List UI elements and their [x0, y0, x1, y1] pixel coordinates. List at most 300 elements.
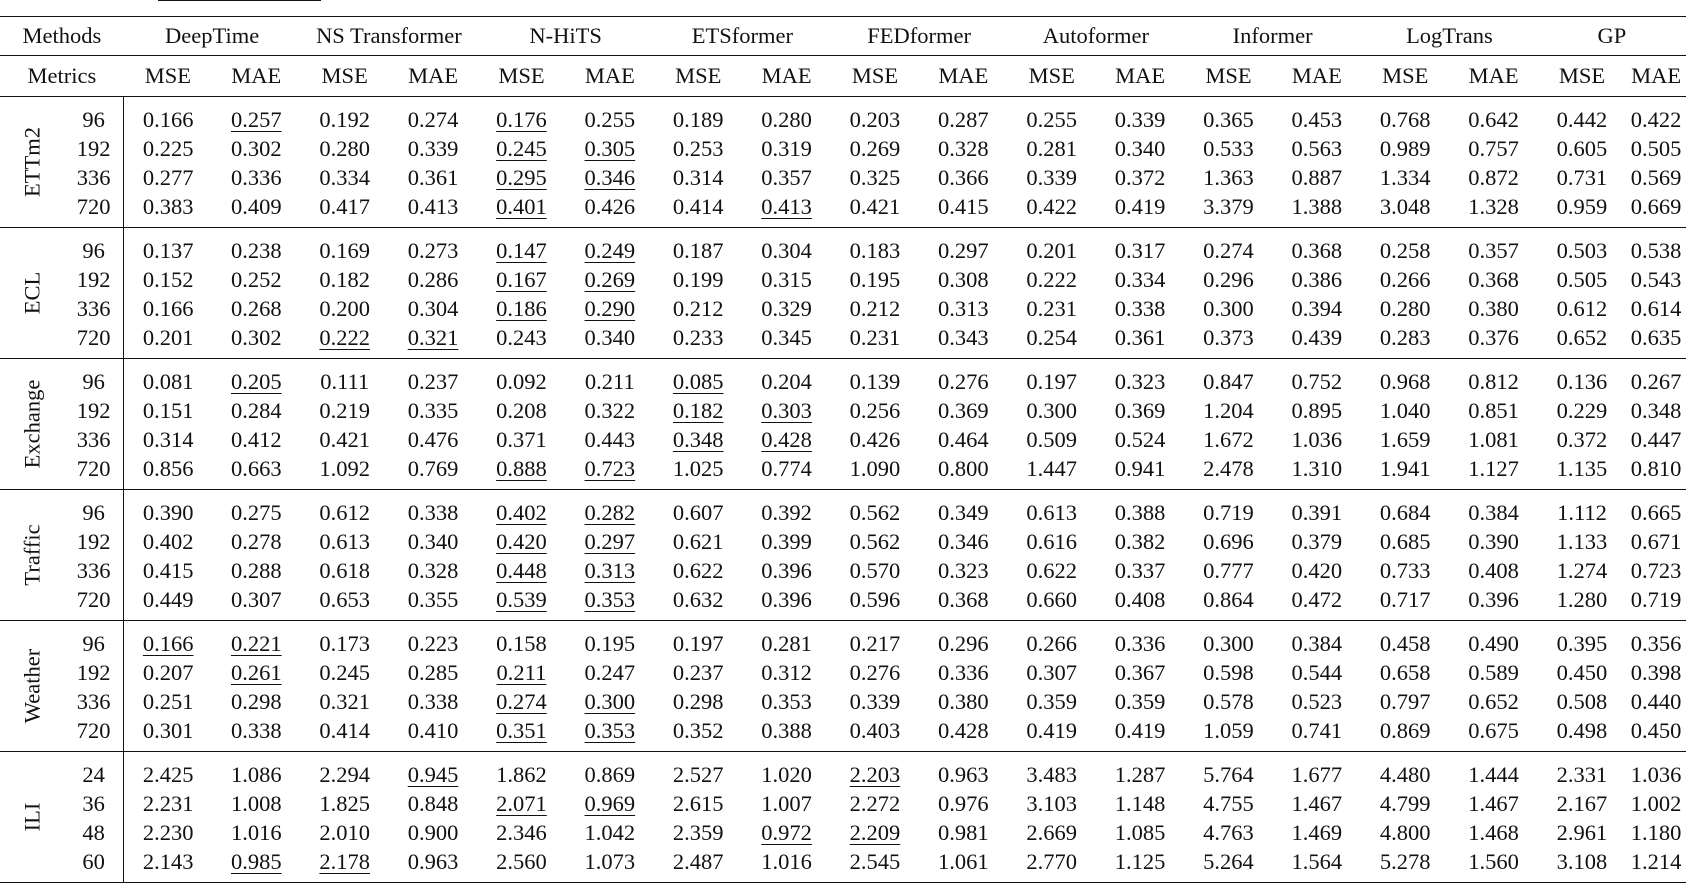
value-cell: 0.443 [584, 427, 636, 452]
value-cell: 0.523 [1291, 689, 1343, 714]
value-cell: 0.945 [407, 762, 459, 787]
value-cell: 0.169 [319, 238, 370, 263]
value-cell: 0.304 [761, 238, 812, 263]
value-cell: 0.278 [230, 529, 282, 554]
value-cell: 0.652 [1468, 689, 1519, 714]
value-cell: 0.409 [230, 194, 282, 219]
value-cell: 0.618 [319, 558, 370, 583]
horizon-cell: 720 [64, 323, 124, 359]
value-cell: 0.981 [938, 820, 989, 845]
horizon-cell: 24 [64, 752, 124, 790]
value-cell: 1.564 [1291, 849, 1343, 874]
value-cell: 0.864 [1203, 587, 1254, 612]
metric-header: MAE [212, 56, 300, 97]
value-cell: 0.598 [1203, 660, 1254, 685]
results-table [0, 16, 1686, 883]
value-cell: 0.847 [1203, 369, 1254, 394]
value-cell: 1.148 [1114, 791, 1166, 816]
value-cell: 0.612 [319, 500, 370, 525]
value-cell: 0.339 [407, 136, 459, 161]
value-cell: 0.895 [1291, 398, 1343, 423]
value-cell: 0.428 [761, 427, 812, 452]
value-cell: 0.277 [142, 165, 194, 190]
value-cell: 0.989 [1379, 136, 1431, 161]
value-cell: 0.275 [230, 500, 282, 525]
value-cell: 0.319 [761, 136, 812, 161]
value-cell: 0.280 [1379, 296, 1431, 321]
metric-header: MAE [919, 56, 1007, 97]
dataset-group [0, 621, 1686, 752]
value-cell: 0.334 [1114, 267, 1166, 292]
value-cell: 0.325 [849, 165, 901, 190]
value-cell: 0.211 [584, 369, 635, 394]
value-cell: 0.314 [672, 165, 724, 190]
value-cell: 0.187 [672, 238, 724, 263]
value-cell: 0.300 [1026, 398, 1078, 423]
metric-header: MAE [566, 56, 654, 97]
horizon-cell: 60 [64, 847, 124, 883]
value-cell: 2.178 [319, 849, 370, 874]
value-cell: 0.305 [584, 136, 636, 161]
value-cell: 0.719 [1630, 587, 1682, 612]
value-cell: 1.469 [1291, 820, 1343, 845]
value-cell: 0.635 [1630, 325, 1682, 350]
value-cell: 0.334 [319, 165, 370, 190]
value-cell: 0.313 [584, 558, 636, 583]
value-cell: 0.290 [584, 296, 636, 321]
value-cell: 0.398 [1630, 660, 1682, 685]
value-cell: 0.348 [1630, 398, 1682, 423]
value-cell: 0.963 [938, 762, 989, 787]
horizon-cell: 192 [64, 265, 124, 294]
value-cell: 2.071 [496, 791, 547, 816]
horizon-cell: 336 [64, 294, 124, 323]
value-cell: 1.363 [1203, 165, 1254, 190]
value-cell: 0.410 [407, 718, 459, 743]
value-cell: 0.223 [407, 631, 459, 656]
value-cell: 0.287 [938, 107, 989, 132]
value-cell: 1.112 [1557, 500, 1607, 525]
value-cell: 0.205 [230, 369, 282, 394]
value-cell: 0.439 [1291, 325, 1343, 350]
dataset-group [0, 752, 1686, 883]
value-cell: 1.020 [761, 762, 812, 787]
horizon-cell: 192 [64, 396, 124, 425]
value-cell: 2.203 [849, 762, 901, 787]
value-cell: 0.323 [938, 558, 989, 583]
value-cell: 0.195 [849, 267, 901, 292]
value-cell: 0.317 [1114, 238, 1166, 263]
value-cell: 0.304 [407, 296, 459, 321]
value-cell: 0.419 [1114, 194, 1166, 219]
value-cell: 0.419 [1026, 718, 1078, 743]
value-cell: 0.372 [1556, 427, 1608, 452]
table-row [0, 323, 1686, 359]
value-cell: 0.663 [230, 456, 282, 481]
value-cell: 0.660 [1026, 587, 1078, 612]
value-cell: 0.336 [1114, 631, 1166, 656]
table-row [0, 687, 1686, 716]
value-cell: 0.612 [1556, 296, 1608, 321]
value-cell: 0.359 [1026, 689, 1078, 714]
value-cell: 1.125 [1114, 849, 1166, 874]
value-cell: 0.312 [761, 660, 812, 685]
value-cell: 0.339 [849, 689, 901, 714]
value-cell: 1.073 [584, 849, 636, 874]
value-cell: 0.340 [584, 325, 636, 350]
value-cell: 0.642 [1468, 107, 1519, 132]
value-cell: 0.212 [672, 296, 724, 321]
value-cell: 1.467 [1291, 791, 1343, 816]
dataset-group [0, 490, 1686, 621]
value-cell: 0.797 [1379, 689, 1431, 714]
value-cell: 0.632 [672, 587, 724, 612]
value-cell: 0.369 [938, 398, 989, 423]
value-cell: 0.111 [320, 369, 370, 394]
value-cell: 0.328 [407, 558, 459, 583]
value-cell: 0.396 [761, 587, 812, 612]
value-cell: 2.143 [142, 849, 194, 874]
value-cell: 0.284 [230, 398, 282, 423]
horizon-cell: 336 [64, 163, 124, 192]
value-cell: 0.201 [1026, 238, 1078, 263]
value-cell: 0.428 [938, 718, 989, 743]
value-cell: 1.036 [1291, 427, 1343, 452]
value-cell: 0.538 [1630, 238, 1682, 263]
value-cell: 0.653 [319, 587, 370, 612]
value-cell: 0.237 [672, 660, 724, 685]
value-cell: 1.016 [761, 849, 812, 874]
value-cell: 0.757 [1468, 136, 1519, 161]
value-cell: 0.490 [1468, 631, 1519, 656]
value-cell: 1.659 [1379, 427, 1431, 452]
value-cell: 0.384 [1291, 631, 1343, 656]
value-cell: 0.348 [672, 427, 724, 452]
value-cell: 0.941 [1114, 456, 1166, 481]
value-cell: 1.468 [1468, 820, 1519, 845]
value-cell: 0.596 [849, 587, 901, 612]
method-header: LogTrans [1361, 17, 1538, 56]
value-cell: 0.563 [1291, 136, 1343, 161]
value-cell: 0.812 [1468, 369, 1519, 394]
value-cell: 0.869 [584, 762, 636, 787]
value-cell: 0.254 [1026, 325, 1078, 350]
value-cell: 0.361 [407, 165, 459, 190]
value-cell: 0.352 [672, 718, 724, 743]
method-header: NS Transformer [301, 17, 478, 56]
dataset-label-cell [0, 97, 64, 228]
value-cell: 1.025 [672, 456, 724, 481]
value-cell: 0.283 [1379, 325, 1431, 350]
value-cell: 0.373 [1203, 325, 1254, 350]
metric-header: MSE [477, 56, 565, 97]
value-cell: 0.509 [1026, 427, 1078, 452]
value-cell: 0.900 [407, 820, 459, 845]
value-cell: 0.315 [761, 267, 812, 292]
value-cell: 0.158 [496, 631, 547, 656]
horizon-cell: 720 [64, 585, 124, 621]
value-cell: 0.288 [230, 558, 282, 583]
value-cell: 0.338 [230, 718, 282, 743]
value-cell: 0.339 [1026, 165, 1078, 190]
top-rule-fragment [158, 0, 321, 2]
value-cell: 0.219 [319, 398, 370, 423]
table-row [0, 847, 1686, 883]
value-cell: 0.768 [1379, 107, 1431, 132]
value-cell: 0.562 [849, 500, 901, 525]
value-cell: 0.189 [672, 107, 724, 132]
value-cell: 0.367 [1114, 660, 1166, 685]
value-cell: 2.209 [849, 820, 901, 845]
value-cell: 0.300 [1203, 296, 1254, 321]
horizon-cell: 720 [64, 192, 124, 228]
table-row [0, 294, 1686, 323]
table-row [0, 454, 1686, 490]
horizon-cell: 96 [64, 359, 124, 397]
method-header: Informer [1184, 17, 1361, 56]
value-cell: 0.421 [849, 194, 901, 219]
table-row [0, 818, 1686, 847]
value-cell: 0.361 [1114, 325, 1166, 350]
value-cell: 0.388 [761, 718, 812, 743]
value-cell: 1.007 [761, 791, 812, 816]
value-cell: 0.192 [319, 107, 370, 132]
value-cell: 1.081 [1468, 427, 1519, 452]
value-cell: 0.276 [849, 660, 901, 685]
value-cell: 0.368 [1291, 238, 1343, 263]
value-cell: 0.422 [1026, 194, 1078, 219]
value-cell: 1.036 [1630, 762, 1682, 787]
value-cell: 0.396 [1468, 587, 1519, 612]
value-cell: 0.399 [761, 529, 812, 554]
value-cell: 0.166 [142, 296, 194, 321]
table-row [0, 192, 1686, 228]
value-cell: 0.201 [142, 325, 194, 350]
value-cell: 0.195 [584, 631, 636, 656]
value-cell: 0.274 [407, 107, 459, 132]
value-cell: 0.851 [1468, 398, 1519, 423]
value-cell: 0.472 [1291, 587, 1343, 612]
horizon-cell: 192 [64, 658, 124, 687]
value-cell: 2.560 [496, 849, 547, 874]
horizon-cell: 48 [64, 818, 124, 847]
value-cell: 0.176 [496, 107, 547, 132]
horizon-cell: 36 [64, 789, 124, 818]
value-cell: 0.539 [496, 587, 547, 612]
value-cell: 0.605 [1556, 136, 1608, 161]
value-cell: 0.340 [1114, 136, 1166, 161]
value-cell: 0.578 [1203, 689, 1254, 714]
value-cell: 0.388 [1114, 500, 1166, 525]
value-cell: 1.560 [1468, 849, 1519, 874]
value-cell: 0.231 [849, 325, 901, 350]
value-cell: 1.090 [849, 456, 901, 481]
value-cell: 1.444 [1468, 762, 1519, 787]
value-cell: 0.200 [319, 296, 370, 321]
table-row [0, 490, 1686, 528]
value-cell: 0.280 [319, 136, 370, 161]
value-cell: 0.336 [938, 660, 989, 685]
value-cell: 0.303 [761, 398, 812, 423]
value-cell: 0.752 [1291, 369, 1343, 394]
value-cell: 1.447 [1026, 456, 1078, 481]
value-cell: 1.287 [1114, 762, 1166, 787]
value-cell: 0.447 [1630, 427, 1682, 452]
value-cell: 0.658 [1379, 660, 1431, 685]
value-cell: 1.086 [230, 762, 282, 787]
value-cell: 0.297 [584, 529, 636, 554]
metric-header: MAE [1273, 56, 1361, 97]
value-cell: 1.061 [938, 849, 989, 874]
value-cell: 4.763 [1203, 820, 1254, 845]
dataset-name: Exchange [19, 379, 45, 469]
value-cell: 0.300 [1203, 631, 1254, 656]
value-cell: 0.237 [407, 369, 459, 394]
value-cell: 0.415 [938, 194, 989, 219]
value-cell: 0.197 [1026, 369, 1078, 394]
value-cell: 0.422 [1630, 107, 1682, 132]
table-row [0, 621, 1686, 659]
value-cell: 0.328 [938, 136, 989, 161]
value-cell: 0.302 [230, 325, 282, 350]
method-header: GP [1538, 17, 1686, 56]
value-cell: 1.310 [1291, 456, 1343, 481]
value-cell: 0.346 [938, 529, 989, 554]
value-cell: 0.544 [1291, 660, 1343, 685]
value-cell: 0.357 [1468, 238, 1519, 263]
value-cell: 0.426 [849, 427, 901, 452]
value-cell: 0.302 [230, 136, 282, 161]
value-cell: 0.376 [1468, 325, 1519, 350]
method-header: DeepTime [124, 17, 301, 56]
value-cell: 0.212 [849, 296, 901, 321]
value-cell: 0.366 [938, 165, 989, 190]
value-cell: 0.281 [761, 631, 812, 656]
value-cell: 0.777 [1203, 558, 1254, 583]
value-cell: 0.872 [1468, 165, 1519, 190]
metrics-header-row [0, 56, 1686, 97]
value-cell: 3.379 [1203, 194, 1254, 219]
value-cell: 1.388 [1291, 194, 1343, 219]
value-cell: 0.395 [1556, 631, 1608, 656]
value-cell: 0.498 [1556, 718, 1608, 743]
value-cell: 5.264 [1203, 849, 1254, 874]
value-cell: 0.731 [1556, 165, 1608, 190]
value-cell: 0.421 [319, 427, 370, 452]
value-cell: 1.085 [1114, 820, 1166, 845]
value-cell: 0.570 [849, 558, 901, 583]
value-cell: 0.403 [849, 718, 901, 743]
value-cell: 2.425 [142, 762, 194, 787]
value-cell: 1.274 [1556, 558, 1608, 583]
horizon-cell: 336 [64, 425, 124, 454]
metric-header: MAE [742, 56, 830, 97]
value-cell: 0.440 [1630, 689, 1682, 714]
value-cell: 0.383 [142, 194, 194, 219]
value-cell: 0.243 [496, 325, 547, 350]
method-header: ETSformer [654, 17, 831, 56]
value-cell: 0.285 [407, 660, 459, 685]
value-cell: 0.369 [1114, 398, 1166, 423]
table-row [0, 97, 1686, 135]
value-cell: 4.755 [1203, 791, 1254, 816]
value-cell: 0.396 [761, 558, 812, 583]
value-cell: 0.273 [407, 238, 459, 263]
value-cell: 0.543 [1630, 267, 1682, 292]
value-cell: 0.426 [584, 194, 636, 219]
value-cell: 1.059 [1203, 718, 1254, 743]
value-cell: 0.085 [672, 369, 724, 394]
value-cell: 0.346 [584, 165, 636, 190]
value-cell: 0.402 [142, 529, 194, 554]
value-cell: 0.382 [1114, 529, 1166, 554]
value-cell: 0.266 [1379, 267, 1431, 292]
table-row [0, 716, 1686, 752]
value-cell: 0.245 [496, 136, 547, 161]
table-row [0, 163, 1686, 192]
value-cell: 0.390 [1468, 529, 1519, 554]
metric-header: MSE [1361, 56, 1449, 97]
value-cell: 0.229 [1556, 398, 1608, 423]
value-cell: 0.238 [230, 238, 282, 263]
value-cell: 0.449 [142, 587, 194, 612]
value-cell: 2.770 [1026, 849, 1078, 874]
value-cell: 0.684 [1379, 500, 1431, 525]
value-cell: 0.335 [407, 398, 459, 423]
value-cell: 0.371 [496, 427, 547, 452]
value-cell: 0.251 [142, 689, 194, 714]
value-cell: 0.255 [584, 107, 636, 132]
table-row [0, 556, 1686, 585]
value-cell: 0.968 [1379, 369, 1431, 394]
value-cell: 0.869 [1379, 718, 1431, 743]
value-cell: 0.464 [938, 427, 989, 452]
value-cell: 2.359 [672, 820, 724, 845]
value-cell: 3.103 [1026, 791, 1078, 816]
value-cell: 0.321 [319, 689, 370, 714]
horizon-cell: 720 [64, 454, 124, 490]
value-cell: 0.959 [1556, 194, 1608, 219]
dataset-label-cell [0, 359, 64, 490]
value-cell: 0.408 [1114, 587, 1166, 612]
value-cell: 0.340 [407, 529, 459, 554]
value-cell: 0.408 [1468, 558, 1519, 583]
value-cell: 0.972 [761, 820, 812, 845]
value-cell: 0.533 [1203, 136, 1254, 161]
value-cell: 0.301 [142, 718, 194, 743]
value-cell: 0.394 [1291, 296, 1343, 321]
value-cell: 0.261 [230, 660, 282, 685]
dataset-name: Weather [19, 648, 45, 724]
metrics-label: Metrics [0, 56, 124, 97]
value-cell: 0.286 [407, 267, 459, 292]
value-cell: 1.825 [319, 791, 370, 816]
value-cell: 0.137 [142, 238, 194, 263]
dataset-label-cell [0, 752, 64, 883]
value-cell: 0.152 [142, 267, 194, 292]
value-cell: 0.225 [142, 136, 194, 161]
value-cell: 1.677 [1291, 762, 1343, 787]
value-cell: 0.186 [496, 296, 547, 321]
value-cell: 0.255 [1026, 107, 1078, 132]
value-cell: 1.204 [1203, 398, 1254, 423]
value-cell: 0.810 [1630, 456, 1682, 481]
value-cell: 0.351 [496, 718, 547, 743]
value-cell: 0.733 [1379, 558, 1431, 583]
value-cell: 2.331 [1556, 762, 1608, 787]
value-cell: 2.478 [1203, 456, 1254, 481]
value-cell: 0.323 [1114, 369, 1166, 394]
